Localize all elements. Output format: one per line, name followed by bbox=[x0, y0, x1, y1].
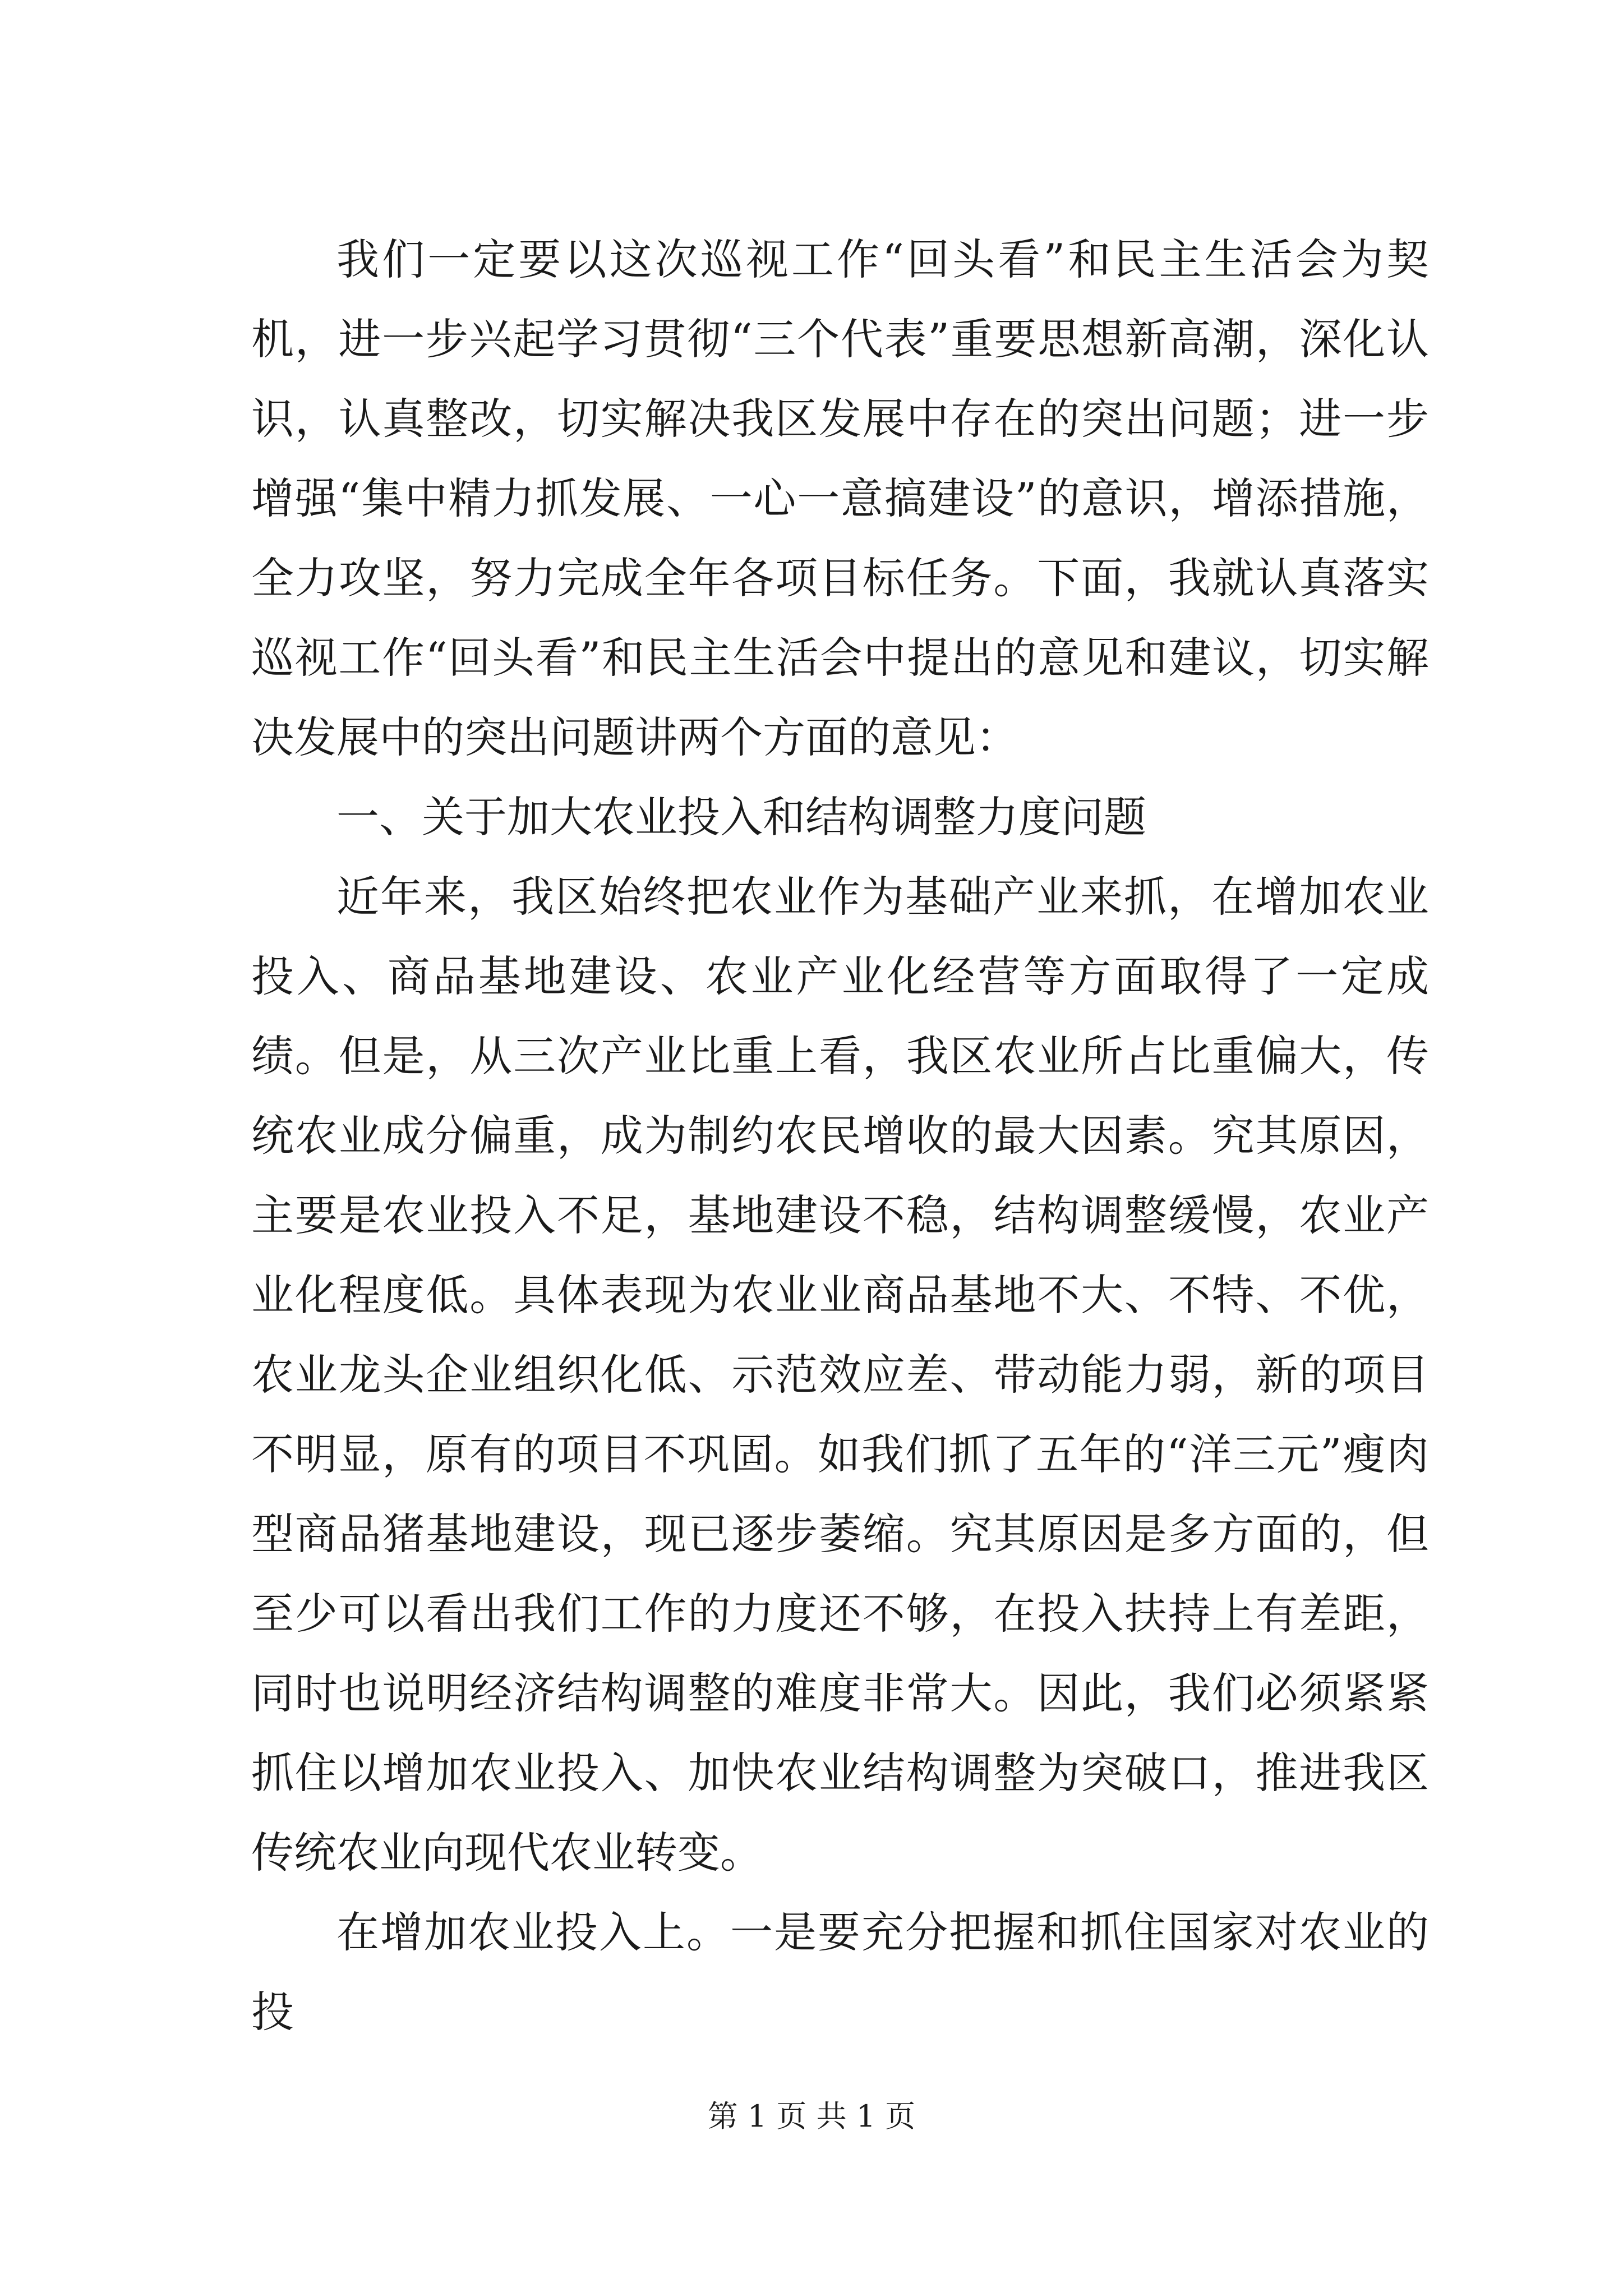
paragraph-agriculture: 近年来，我区始终把农业作为基础产业来抓，在增加农业投入、商品基地建设、农业产业化经营等方面取得了一定成绩。但是，从三次产业比重上看，我区农业所占比重偏大，传统农业成分偏重，成为制约农民增收的最大因素。究其原因，主要是农业投入不足，基地建设不稳，结构调整缓慢，农业产业化程度低。具体表现为农业业商品基地不大、不特、不优，农业龙头企业组织化低、示范效应差、带动能力弱，新的项目不明显，原有的项目不巩固。如我们抓了五年的“洋三元”瘦肉型商品猪基地建设，现已逐步萎缩。究其原因是多方面的，但至少可以看出我们工作的力度还不够，在投入扶持上有差距，同时也说明经济结构调整的难度非常大。因此，我们必须紧紧抓住以增加农业投入、加快农业结构调整为突破口，推进我区传统农业向现代农业转变。 bbox=[251, 872, 1429, 1878]
paragraph-intro: 我们一定要以这次巡视工作“回头看”和民主生活会为契机，进一步兴起学习贯彻“三个代表”重要思想新高潮，深化认识，认真整改，切实解决我区发展中存在的突出问题；进一步增强“集中精力抓发展、一心一意搞建设”的意识，增添措施，全力攻坚，努力完成全年各项目标任务。下面，我就认真落实巡视工作“回头看”和民主生活会中提出的意见和建议，切实解决发展中的突出问题讲两个方面的意见： bbox=[251, 234, 1429, 762]
section-heading: 一、关于加大农业投入和结构调整力度问题 bbox=[336, 792, 1146, 842]
document-body bbox=[251, 220, 1429, 2052]
page-footer: 第 1 页 共 1 页 bbox=[707, 2099, 916, 2134]
paragraph-investment: 在增加农业投入上。一是要充分把握和抓住国家对农业的投 bbox=[251, 1907, 1429, 2037]
